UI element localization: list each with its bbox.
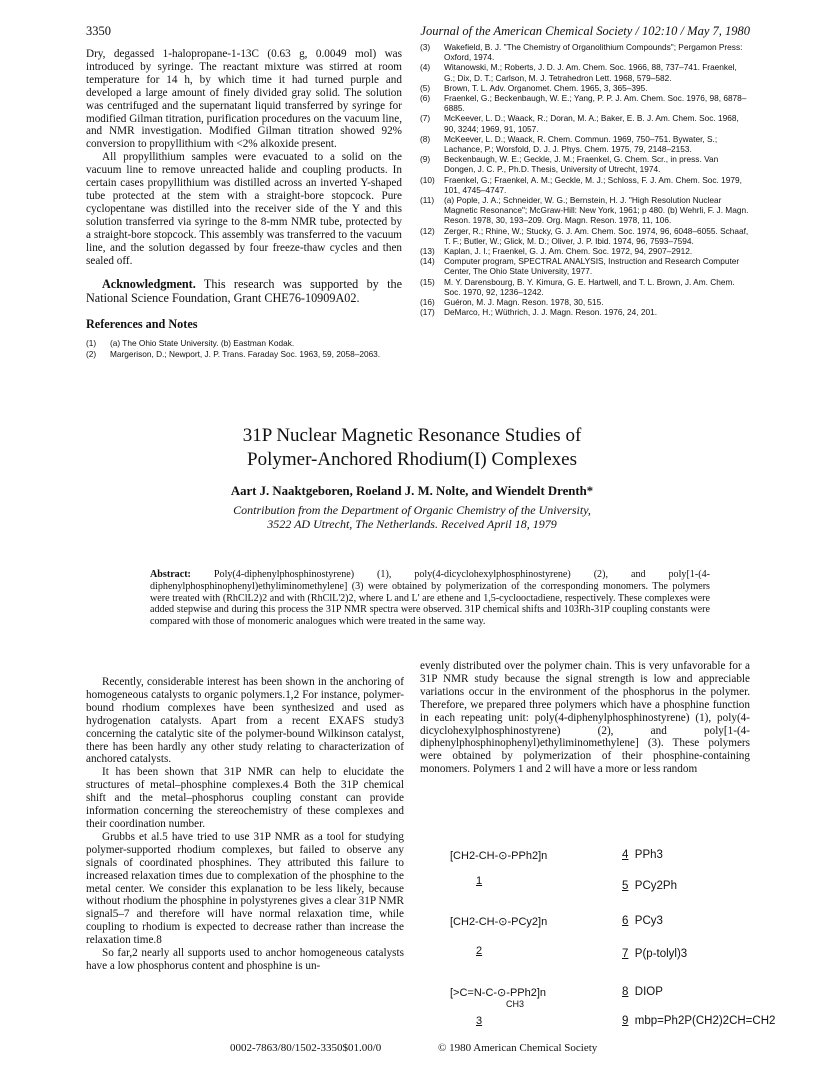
acknowledgment-label: Acknowledgment. <box>102 277 196 292</box>
affiliation <box>0 503 824 531</box>
structure-1-label: 1 <box>476 875 483 887</box>
reference-text: DeMarco, H.; Wüthrich, J. J. Magn. Reson. 1976, 24, 201. <box>444 307 658 318</box>
reference-number: (15) <box>420 276 435 287</box>
reference-number: (2) <box>86 348 97 359</box>
reference-text: Zerger, R.; Rhine, W.; Stucky, G. J. Am. Chem. Soc. 1974, 96, 6048–6055. Schaaf, T. F.; Butler, W.; Glick, M. D.; Oliver, J. P. Ibid. 1974, 96, 7593–7594. <box>444 225 749 246</box>
reference-text: Brown, T. L. Adv. Organomet. Chem. 1965, 3, 365–395. <box>444 82 648 93</box>
structure-2 <box>450 915 547 928</box>
structure-formula: [CH2-CH-⊙-PCy2]n <box>450 916 548 928</box>
reference-text: (a) The Ohio State University. (b) Eastman Kodak. <box>110 338 295 349</box>
structure-3 <box>450 986 546 999</box>
affiliation-line: Contribution from the Department of Organic Chemistry of the University, <box>233 503 591 517</box>
title-line: Polymer-Anchored Rhodium(I) Complexes <box>247 449 577 470</box>
paragraph: So far,2 nearly all supports used to anchor homogeneous catalysts have a low phosphorus content and phosphine is un- <box>86 947 404 972</box>
reference-text: Margerison, D.; Newport, J. P. Trans. Faraday Soc. 1963, 59, 2058–2063. <box>110 348 381 359</box>
compound-5: 5 PCy2Ph <box>622 880 677 892</box>
paragraph: All propyllithium samples were evacuated to a solid on the vacuum line to remove unreacted halide and coupling products. In certain cases propyllithium was distilled across an inverted Y-shaped tube protected at the stem with a straight-bore stopcock. Pure cyclopentane was distilled into the receiver side of the Y and this solution transferred via syringe to the 8-mm NMR tube, protected by a straight-bore stopcock. This assembly was transferred to the vacuum line, and the solution degassed by four freeze-thaw cycles and then sealed off. <box>86 151 402 267</box>
main-right-column <box>420 660 750 776</box>
reference-number: (10) <box>420 174 435 185</box>
reference-item <box>420 62 750 82</box>
acknowledgment <box>86 277 402 305</box>
reference-item <box>420 134 750 154</box>
footer-code: 0002-7863/80/1502-3350$01.00/0 <box>230 1042 382 1054</box>
article-authors: Aart J. Naaktgeboren, Roeland J. M. Nolte, and Wiendelt Drenth* <box>230 484 594 498</box>
reference-item <box>86 338 402 348</box>
reference-item <box>420 175 750 195</box>
reference-number: (4) <box>420 62 431 73</box>
top-left-column <box>86 48 402 359</box>
reference-number: (7) <box>420 113 431 124</box>
paragraph: Dry, degassed 1-halopropane-1-13C (0.63 g, 0.0049 mol) was introduced by syringe. The reactant mixture was stirred at room temperature for 14 h, by which time it had turned purple and developed a large amount of finely divided gray solid. The solution was centrifuged and the supernatant liquid transferred by syringe for modified Gilman titration, purification procedures on the vacuum line, and NMR investigation. Modified Gilman titration showed 92% conversion to propyllithium with <2% alkoxide present. <box>86 48 402 151</box>
reference-text: Computer program, SPECTRAL ANALYSIS, Instruction and Research Computer Center, The Ohio State University, 1977. <box>444 256 740 277</box>
received-date: Received April 18, 1979 <box>440 517 557 531</box>
reference-text: M. Y. Darensbourg, B. Y. Kimura, G. E. Hartwell, and T. L. Brown, J. Am. Chem. Soc. 1970, 92, 1236–1242. <box>444 276 735 297</box>
paragraph: Recently, considerable interest has been shown in the anchoring of homogeneous catalysts to organic polymers.1,2 For instance, polymer-bound rhodium complexes have been synthesized and used as hydrogenation catalysts. Apart from a recent EXAFS study3 concerning the catalytic site of the polymer-bound Wilkinson catalyst, there has been hardly any other study relating to characterization of anchored catalysts. <box>86 676 404 766</box>
journal-citation: Journal of the American Chemical Society / 102:10 / May 7, 1980 <box>420 24 750 38</box>
reference-number: (8) <box>420 133 431 144</box>
reference-text: McKeever, L. D.; Waack, R. Chem. Commun. 1969, 750–751. Bywater, S.; Lachance, P.; Worsfold, D. J. J. Phys. Chem. 1975, 79, 2148–2153. <box>444 133 718 155</box>
reference-number: (17) <box>420 307 435 318</box>
abstract <box>150 569 710 628</box>
reference-text: McKeever, L. D.; Waack, R.; Doran, M. A.; Baker, E. B. J. Am. Chem. Soc. 1968, 90, 3244; 1969, 91, 1057. <box>444 113 739 134</box>
paragraph: evenly distributed over the polymer chain. This is very unfavorable for a 31P NMR study because the signal strength is low and appreciable variations occur in the environment of the phosphorus in the polymer. Therefore, we prepared three polymers which have a phosphine function in each repeating unit: poly(4-diphenylphosphinostyrene) (1), poly(4-dicyclohexylphosphinostyrene) (2), and poly[1-(4-diphenylphosphinophenyl)ethyliminomethylene] (3). These polymers were obtained by polymerization of their phosphine-containing monomers. Polymers 1 and 2 will have a more or less random <box>420 660 750 776</box>
reference-number: (12) <box>420 225 435 236</box>
reference-number: (16) <box>420 297 435 308</box>
title-line: 31P Nuclear Magnetic Resonance Studies of <box>242 425 582 446</box>
reference-item <box>420 195 750 226</box>
reference-text: Witanowski, M.; Roberts, J. D. J. Am. Chem. Soc. 1966, 88, 737–741. Fraenkel, G.; Dix, D. T.; Carlson, M. J. Tetrahedron Lett. 1968, 579–582. <box>444 62 737 83</box>
compound-7: 7 P(p-tolyl)3 <box>622 948 688 960</box>
reference-item <box>420 226 750 246</box>
reference-text: Beckenbaugh, W. E.; Geckle, J. M.; Fraenkel, G. Chem. Scr., in press. Van Dongen, J. C. P., Ph.D. Thesis, University of Utrecht, 1974. <box>444 154 719 175</box>
reference-item <box>420 307 750 317</box>
abstract-label: Abstract: <box>150 569 191 580</box>
reference-item <box>420 277 750 297</box>
reference-item <box>420 246 750 256</box>
affiliation-line: 3522 AD Utrecht, The Netherlands. Received April 18, 1979 <box>267 517 557 531</box>
reference-item <box>420 42 750 62</box>
reference-number: (9) <box>420 154 431 165</box>
abstract-text: Poly(4-diphenylphosphinostyrene) (1), poly(4-dicyclohexylphosphinostyrene) (2), and poly[1-(4-diphenylphosphinophenyl)ethyliminomethylene] (3) were obtained by polymerization of the corresponding monomers. The polymers were treated with (RhClL2)2 and with (RhClL'2)2, where L and L' are ethene and 1,5-cyclooctadiene, respectively. These complexes were added stepwise and during this process the 31P NMR spectra were observed. 31P chemical shifts and 103Rh-31P coupling constants were compared with those of monomeric analogues which were treated in the same way. <box>150 569 710 628</box>
reference-item <box>86 349 402 359</box>
compound-9: 9 mbp=Ph2P(CH2)2CH=CH2 <box>622 1015 776 1027</box>
references-right <box>420 42 750 317</box>
reference-item <box>420 93 750 113</box>
reference-number: (14) <box>420 256 435 267</box>
reference-item <box>420 256 750 276</box>
structure-formula: [CH2-CH-⊙-PPh2]n <box>450 850 548 862</box>
reference-item <box>420 83 750 93</box>
reference-text: Fraenkel, G.; Beckenbaugh, W. E.; Yang, P. P. J. Am. Chem. Soc. 1976, 98, 6878–6885. <box>444 93 747 114</box>
reference-text: (a) Pople, J. A.; Schneider, W. G.; Bernstein, H. J. "High Resolution Nuclear Magnetic Resonance"; McGraw-Hill: New York, 1961; p 480. (b) Wehrli, F. J. Magn. Reson. 1978, 30, 193–209. Org. Magn. Reson. 1978, 11, 106. <box>444 195 749 226</box>
footer-copyright: © 1980 American Chemical Society <box>438 1042 598 1054</box>
compound-6: 6 PCy3 <box>622 915 663 927</box>
reference-number: (6) <box>420 93 431 104</box>
reference-text: Fraenkel, G.; Fraenkel, A. M.; Geckle, M. J.; Schloss, F. J. Am. Chem. Soc. 1979, 101, 4745–4747. <box>444 174 742 195</box>
reference-text: Guéron, M. J. Magn. Reson. 1978, 30, 515. <box>444 297 604 308</box>
structure-3-label: 3 <box>476 1015 483 1027</box>
reference-text: Kaplan, J. I.; Fraenkel, G. J. Am. Chem. Soc. 1972, 94, 2907–2912. <box>444 246 693 257</box>
reference-item <box>420 297 750 307</box>
compound-4: 4 PPh3 <box>622 849 663 861</box>
reference-item <box>420 113 750 133</box>
reference-number: (3) <box>420 42 431 52</box>
reference-item <box>420 154 750 174</box>
main-left-column <box>86 676 404 973</box>
references-left <box>86 338 402 358</box>
reference-text: Wakefield, B. J. "The Chemistry of Organolithium Compounds"; Pergamon Press: Oxford, 1974. <box>444 42 743 63</box>
structure-1 <box>450 849 547 862</box>
article-title <box>0 424 824 472</box>
reference-number: (11) <box>420 195 435 206</box>
structure-3-methyl: CH3 <box>506 999 525 1009</box>
acknowledgment-text: This research was supported by the National Science Foundation, Grant CHE76-10909A02. <box>86 277 402 306</box>
structure-formula: [>C=N-C-⊙-PPh2]n <box>450 987 547 999</box>
references-heading: References and Notes <box>86 317 198 332</box>
paragraph: Grubbs et al.5 have tried to use 31P NMR as a tool for studying polymer-supported rhodium complexes, but failed to observe any signals of coordinated phosphines. They attributed this failure to increased relaxation times due to complexation of the phosphine to the metal center. We consider this explanation to be less likely, because without rhodium the phosphine in polystyrenes gives a clear 31P NMR signal5–7 and therefore will have normal relaxation time, while coupling to rhodium is expected to decrease rather than increase the relaxation time.8 <box>86 830 404 947</box>
reference-number: (13) <box>420 246 435 257</box>
reference-number: (5) <box>420 82 431 93</box>
page-number: 3350 <box>86 24 111 38</box>
paragraph: It has been shown that 31P NMR can help to elucidate the structures of metal–phosphine complexes.4 Both the 31P chemical shift and the metal–phosphorus coupling constant can provide information concerning the stereochemistry of these complexes and their coordination number. <box>86 766 404 830</box>
compound-8: 8 DIOP <box>622 986 663 998</box>
reference-number: (1) <box>86 338 97 349</box>
structure-2-label: 2 <box>476 945 483 957</box>
